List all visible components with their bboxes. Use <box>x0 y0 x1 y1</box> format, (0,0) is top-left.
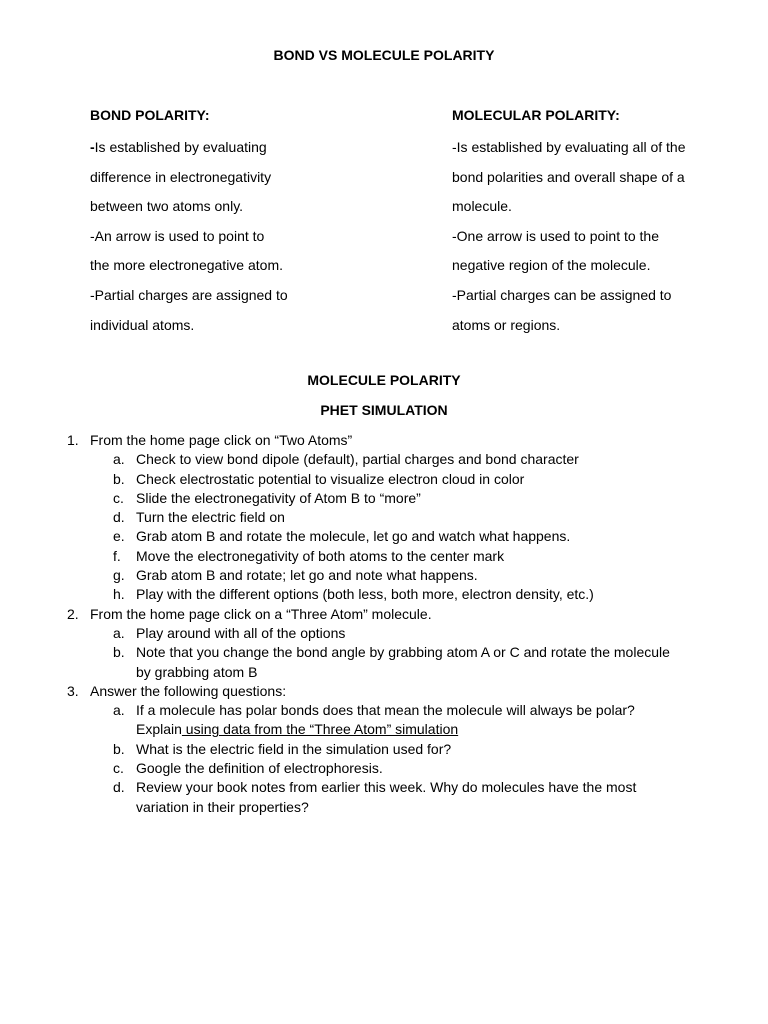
substep-item <box>0 740 768 759</box>
molecular-polarity-line: -One arrow is used to point to the <box>452 227 659 244</box>
substep-item <box>0 450 768 469</box>
bond-polarity-text: Is established by evaluating <box>94 139 267 155</box>
substep-letter: h. <box>113 586 125 603</box>
substep-item <box>0 489 768 508</box>
substep-text: Turn the electric field on <box>136 509 285 526</box>
substep-letter: c. <box>113 760 124 777</box>
substep-item <box>0 778 768 797</box>
substep-underlined-text: using data from the “Three Atom” simulation <box>181 721 459 738</box>
molecular-polarity-line: -Partial charges can be assigned to <box>452 286 672 303</box>
substep-letter: f. <box>113 547 121 564</box>
substep-item <box>0 624 768 643</box>
substep-text: Move the electronegativity of both atoms to the center mark <box>136 547 505 564</box>
molecular-polarity-line: molecule. <box>452 198 512 215</box>
substep-item <box>0 547 768 566</box>
substep-letter: b. <box>113 644 125 661</box>
bond-polarity-dash: - <box>90 139 95 155</box>
substep-text: Review your book notes from earlier this week. Why do molecules have the most <box>136 779 637 796</box>
section-subtitle: PHET SIMULATION <box>320 402 448 418</box>
molecular-polarity-heading: MOLECULAR POLARITY: <box>452 107 620 123</box>
step-text: From the home page click on “Two Atoms” <box>90 432 353 448</box>
molecular-polarity-line: -Is established by evaluating all of the <box>452 139 686 155</box>
document-title: BOND VS MOLECULE POLARITY <box>273 47 495 63</box>
molecular-polarity-line: atoms or regions. <box>452 316 561 333</box>
step-item <box>0 605 768 624</box>
substep-text: Note that you change the bond angle by grabbing atom A or C and rotate the molecule <box>136 644 670 661</box>
step-text: Answer the following questions: <box>90 682 287 699</box>
substep-letter: c. <box>113 489 124 506</box>
substep-item <box>0 527 768 546</box>
substep-letter: g. <box>113 567 125 584</box>
substep-text: If a molecule has polar bonds does that mean the molecule will always be polar? <box>136 702 635 719</box>
section-title: MOLECULE POLARITY <box>307 372 461 388</box>
substep-item <box>0 508 768 527</box>
bond-polarity-text: the more electronegative atom. <box>90 257 283 274</box>
substep-text: Slide the electronegativity of Atom B to “more” <box>136 489 421 506</box>
bond-polarity-line <box>90 133 420 163</box>
bond-polarity-text: between two atoms only. <box>90 198 244 215</box>
substep-letter: a. <box>113 624 125 641</box>
bond-polarity-heading: BOND POLARITY: <box>90 107 210 123</box>
substep-continuation-plain: by grabbing atom B <box>136 663 258 680</box>
substep-item <box>0 470 768 489</box>
step-text: From the home page click on a “Three Atom” molecule. <box>90 605 432 622</box>
substep-continuation <box>0 663 768 682</box>
molecular-polarity-line: bond polarities and overall shape of a <box>452 168 685 185</box>
molecular-polarity-section <box>452 106 742 340</box>
substep-text: What is the electric field in the simulation used for? <box>136 740 452 757</box>
substep-letter: a. <box>113 451 125 468</box>
substep-letter: d. <box>113 779 125 796</box>
step-number: 2. <box>67 605 79 622</box>
substep-item <box>0 585 768 604</box>
substep-continuation-plain: Explain <box>136 721 182 738</box>
bond-polarity-line <box>90 251 420 281</box>
substep-text: Grab atom B and rotate the molecule, let go and watch what happens. <box>136 528 571 545</box>
substep-continuation-text <box>136 798 309 817</box>
instructions-list <box>0 431 768 817</box>
substep-text: Check to view bond dipole (default), partial charges and bond character <box>136 451 579 468</box>
step-item <box>0 431 768 450</box>
bond-polarity-text: individual atoms. <box>90 316 195 333</box>
bond-polarity-section <box>90 106 420 340</box>
step-number: 1. <box>67 432 79 448</box>
substep-letter: a. <box>113 702 125 719</box>
substep-continuation <box>0 798 768 817</box>
step-number: 3. <box>67 682 79 699</box>
bond-polarity-line <box>90 281 420 311</box>
substep-text: Play with the different options (both less, both more, electron density, etc.) <box>136 586 594 603</box>
bond-polarity-line <box>90 192 420 222</box>
substep-letter: b. <box>113 470 125 487</box>
bond-polarity-line <box>90 311 420 341</box>
substep-letter: e. <box>113 528 125 545</box>
bond-polarity-text: -An arrow is used to point to <box>90 227 265 244</box>
substep-item <box>0 643 768 662</box>
bond-polarity-text: difference in electronegativity <box>90 168 272 185</box>
molecular-polarity-line: negative region of the molecule. <box>452 257 651 274</box>
substep-text: Check electrostatic potential to visualize electron cloud in color <box>136 470 525 487</box>
bond-polarity-text: -Partial charges are assigned to <box>90 286 288 303</box>
substep-item <box>0 566 768 585</box>
substep-letter: d. <box>113 509 125 526</box>
bond-polarity-line <box>90 222 420 252</box>
bond-polarity-line <box>90 163 420 193</box>
substep-text: Google the definition of electrophoresis. <box>136 760 383 777</box>
substep-text: Play around with all of the options <box>136 624 346 641</box>
step-item <box>0 682 768 701</box>
substep-continuation-plain: variation in their properties? <box>136 798 309 815</box>
substep-letter: b. <box>113 740 125 757</box>
substep-item <box>0 759 768 778</box>
substep-continuation <box>0 720 768 739</box>
substep-text: Grab atom B and rotate; let go and note what happens. <box>136 567 478 584</box>
substep-continuation-text <box>136 720 458 739</box>
substep-continuation-text <box>136 663 257 682</box>
substep-item <box>0 701 768 720</box>
